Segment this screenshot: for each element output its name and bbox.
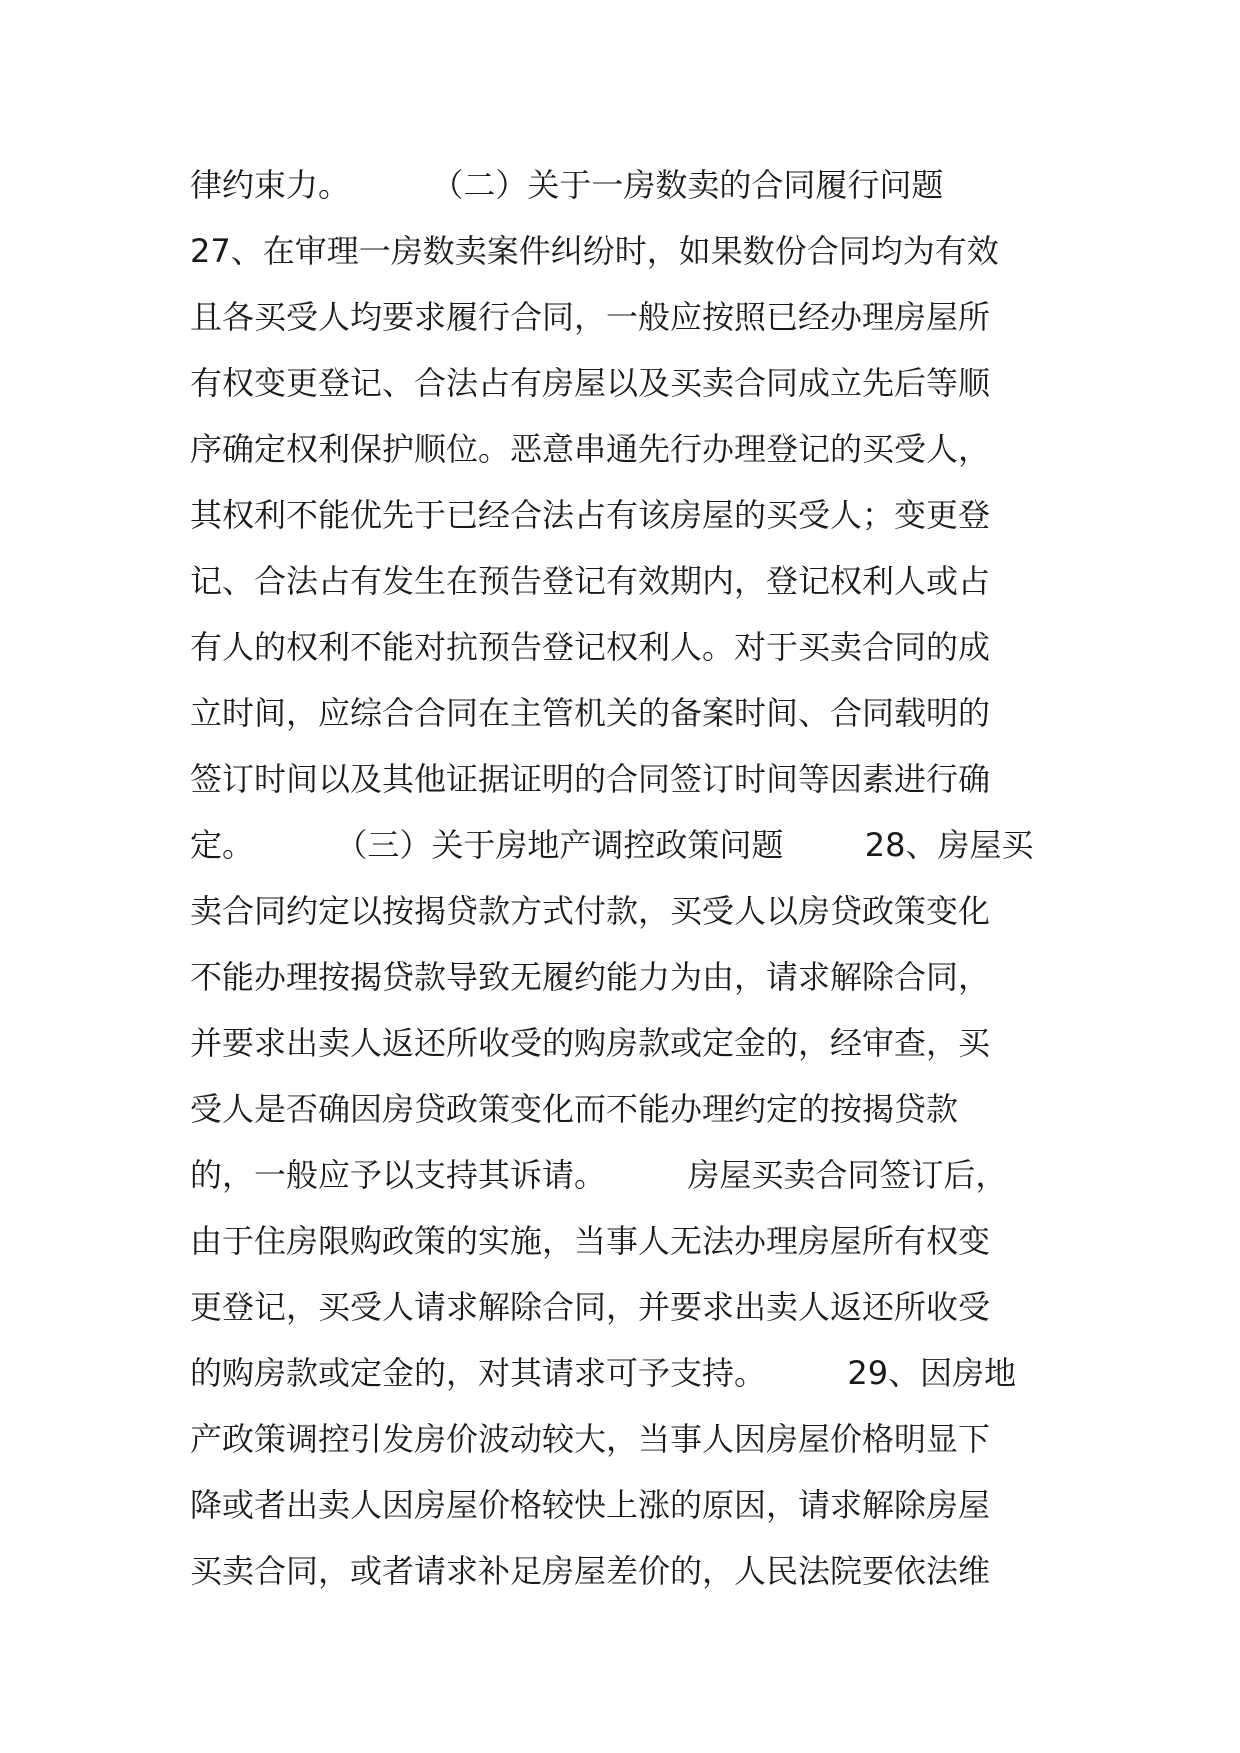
body-text [190, 152, 1060, 1604]
text-line: 降或者出卖人因房屋价格较快上涨的原因，请求解除房屋 [190, 1486, 991, 1524]
text-line: 产政策调控引发房价波动较大，当事人因房屋价格明显下 [190, 1420, 991, 1458]
text-line: 律约束力。 （二）关于一房数卖的合同履行问题 [190, 166, 944, 204]
text-line: 有人的权利不能对抗预告登记权利人。对于买卖合同的成 [190, 628, 991, 666]
text-line: 有权变更登记、合法占有房屋以及买卖合同成立先后等顺 [190, 364, 991, 402]
text-line: 序确定权利保护顺位。恶意串通先行办理登记的买受人， [190, 430, 991, 468]
text-line: 的购房款或定金的，对其请求可予支持。 29、因房地 [190, 1354, 1017, 1392]
text-line: 立时间，应综合合同在主管机关的备案时间、合同载明的 [190, 694, 991, 732]
text-line: 不能办理按揭贷款导致无履约能力为由，请求解除合同， [190, 958, 991, 996]
text-line: 且各买受人均要求履行合同，一般应按照已经办理房屋所 [190, 298, 991, 336]
text-line: 更登记，买受人请求解除合同，并要求出卖人返还所收受 [190, 1288, 991, 1326]
text-line: 由于住房限购政策的实施，当事人无法办理房屋所有权变 [190, 1222, 991, 1260]
text-line: 其权利不能优先于已经合法占有该房屋的买受人；变更登 [190, 496, 991, 534]
text-line: 受人是否确因房贷政策变化而不能办理约定的按揭贷款 [190, 1090, 959, 1128]
text-line: 记、合法占有发生在预告登记有效期内，登记权利人或占 [190, 562, 991, 600]
text-line: 并要求出卖人返还所收受的购房款或定金的，经审查，买 [190, 1024, 991, 1062]
text-line: 买卖合同，或者请求补足房屋差价的，人民法院要依法维 [190, 1552, 991, 1590]
text-line: 卖合同约定以按揭贷款方式付款，买受人以房贷政策变化 [190, 892, 991, 930]
text-line: 签订时间以及其他证据证明的合同签订时间等因素进行确 [190, 760, 991, 798]
text-line: 定。 （三）关于房地产调控政策问题 28、房屋买 [190, 826, 1034, 864]
text-line: 27、在审理一房数卖案件纠纷时，如果数份合同均为有效 [190, 232, 999, 270]
text-line: 的，一般应予以支持其诉请。 房屋买卖合同签订后， [190, 1156, 1008, 1194]
